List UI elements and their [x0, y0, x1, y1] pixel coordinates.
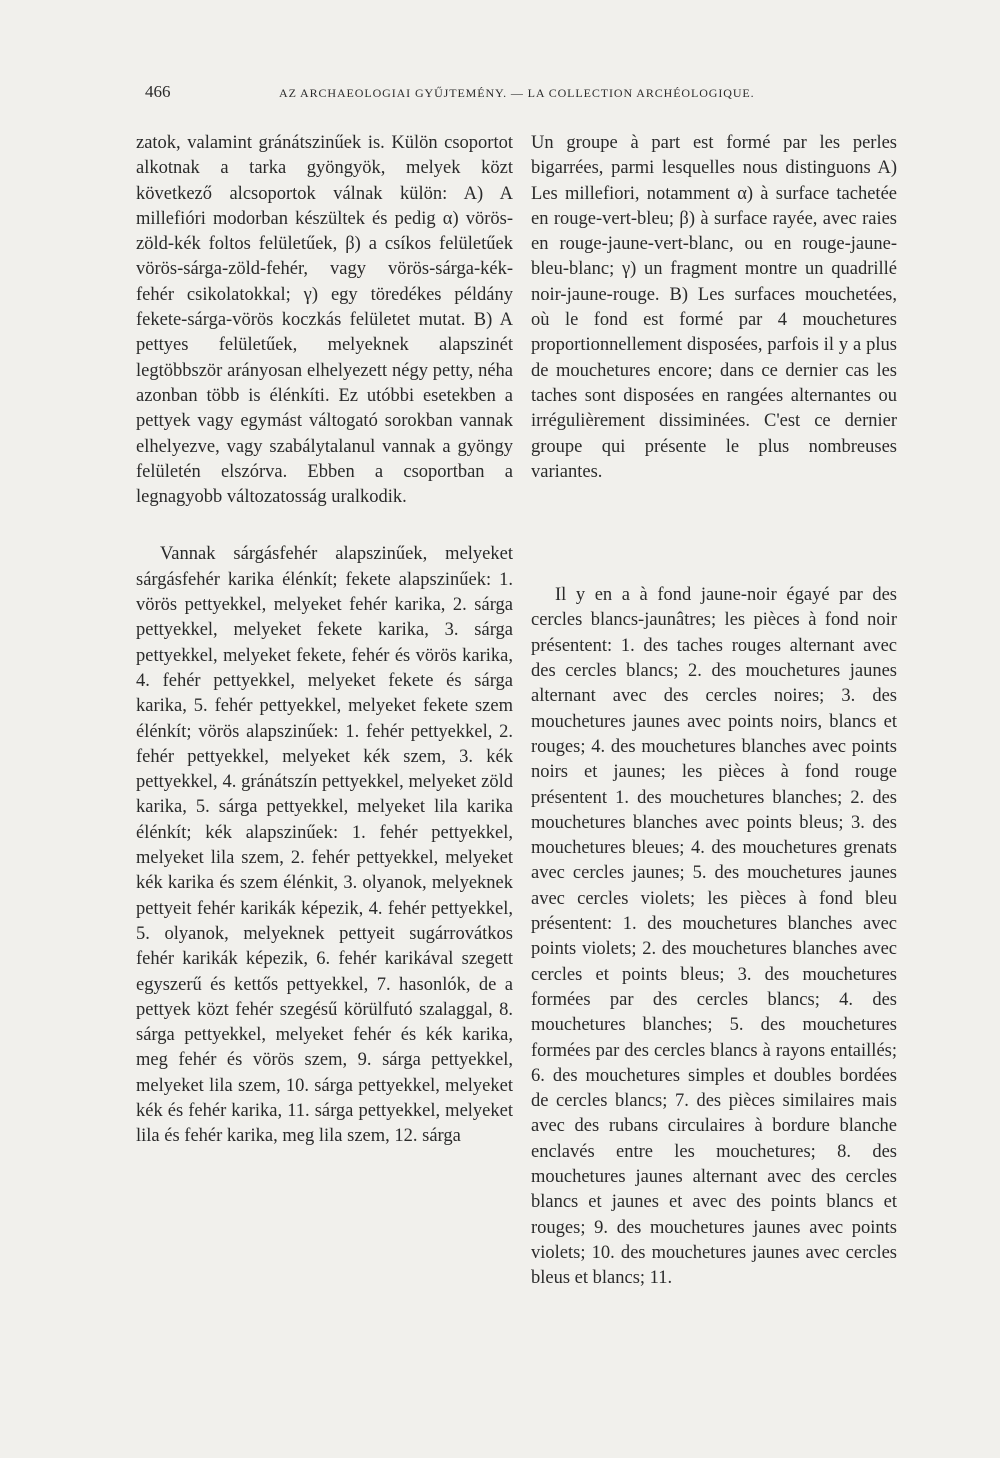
- hungarian-column: [136, 131, 513, 1150]
- hungarian-paragraph-1: zatok, valamint gránátszinűek is. Külön csoportot alkotnak a tarka gyöngyök, melyek közt következő alcsoportok válnak külön: A) A millefióri modorban készültek és pedig α) vörös-zöld-kék foltos felületűek, β) a csíkos felületűek vörös-sárga-zöld-fehér, vagy vörös-sárga-kék-fehér csikolatokkal; γ) egy töredékes példány fekete-sárga-vörös koczkás felületet mutat. B) A pettyes felületűek, melyeknek alapszinét legtöbbször arányosan elhelyezett négy petty, néha azonban több is élénkíti. Ez utóbbi esetekben a pettyek vagy egymást váltogató sorokban vannak elhelyezve, vagy szabálytalanul vannak a gyöngy felületén elszórva. Ebben a csoportban a legnagyobb változatosság uralkodik.: [136, 133, 513, 508]
- running-head: AZ ARCHAEOLOGIAI GYŰJTEMÉNY. — LA COLLECTION ARCHÉOLOGIQUE.: [279, 86, 755, 100]
- page-number: 466: [145, 82, 171, 101]
- french-paragraph-2: Il y en a à fond jaune-noir égayé par des cercles blancs-jaunâtres; les pièces à fond noir présentent: 1. des taches rouges alternant avec des cercles blancs; 2. des mouchetures jaunes alternant avec des cercles noires; 3. des mouchetures jaunes avec points noirs, blancs et rouges; 4. des mouchetures blanches avec points noirs et jaunes; les pièces à fond rouge présentent 1. des mouchetures blanches; 2. des mouchetures blanches avec points bleus; 3. des mouchetures bleues; 4. des mouchetures grenats avec cercles jaunes; 5. des mouchetures jaunes avec cercles violets; les pièces à fond bleu présentent: 1. des mouchetures blanches avec points violets; 2. des mouchetures blanches avec cercles et points bleus; 3. des mouchetures formées par des cercles blancs; 4. des mouchetures blanches; 5. des mouchetures formées par des cercles blancs à rayons entaillés; 6. des mouchetures simples et doubles bordées de cercles blancs; 7. des pièces similaires mais avec des rubans circulaires à bordure blanche enclavés entre les mouchetures; 8. des mouchetures jaunes alternant avec des cercles blancs et jaunes et avec des points blancs et rouges; 9. des mouchetures jaunes avec points violets; 10. des mouchetures jaunes avec cercles bleus et blancs; 11.: [531, 585, 897, 1289]
- french-column: [531, 131, 897, 1291]
- french-paragraph-1: Un groupe à part est formé par les perles bigarrées, parmi lesquelles nous distinguons A) Les millefiori, notamment α) à surface tachetée en rouge-vert-bleu; β) à surface rayée, avec raies en rouge-jaune-vert-blanc, ou en rouge-jaune-bleu-blanc; γ) un fragment montre un quadrillé noir-jaune-rouge. B) Les surfaces mouchetées, où le fond est formé par 4 mouchetures proportionnellement disposées, parfois il y a plus de mouchetures encore; dans ce dernier cas les taches sont disposées en rangées alternantes ou irrégulièrement dissiminées. C'est ce dernier groupe qui présente le plus nombreuses variantes.: [531, 133, 897, 482]
- page-header: [145, 82, 785, 106]
- hungarian-paragraph-2: Vannak sárgásfehér alapszinűek, melyeket sárgásfehér karika élénkít; fekete alapszinűek: 1. vörös pettyekkel, melyeket fehér karika, 2. sárga pettyekkel, melyeket fekete karika, 3. sárga pettyekkel, melyeket fekete, fehér és vörös karika, 4. fehér pettyekkel, melyeket fekete és sárga karika, 5. fehér pettyekkel, melyeket fekete szem élénkít; vörös alapszinűek: 1. fehér pettyekkel, 2. fehér pettyekkel, melyeket kék szem, 3. kék pettyekkel, 4. gránátszín pettyekkel, melyeket zöld karika, 5. sárga pettyekkel, melyeket lila karika élénkít; kék alapszinűek: 1. fehér pettyekkel, melyeket lila szem, 2. fehér pettyekkel, melyeket kék karika és szem élénkit, 3. olyanok, melyeknek pettyeit fehér karikák képezik, 4. fehér pettyekkel, 5. olyanok, melyeknek pettyeit sugárrovátkos fehér karikák képezik, 6. fehér karikával szegett egyszerű és kettős pettyekkel, 7. hasonlók, de a pettyek közt fehér szegésű körülfutó szalaggal, 8. sárga pettyekkel, melyeket fehér és kék karika, meg fehér és vörös szem, 9. sárga pettyekkel, melyeket lila szem, 10. sárga pettyekkel, melyeket kék és fehér karika, 11. sárga pettyekkel, melyeket lila és fehér karika, meg lila szem, 12. sárga: [136, 544, 513, 1147]
